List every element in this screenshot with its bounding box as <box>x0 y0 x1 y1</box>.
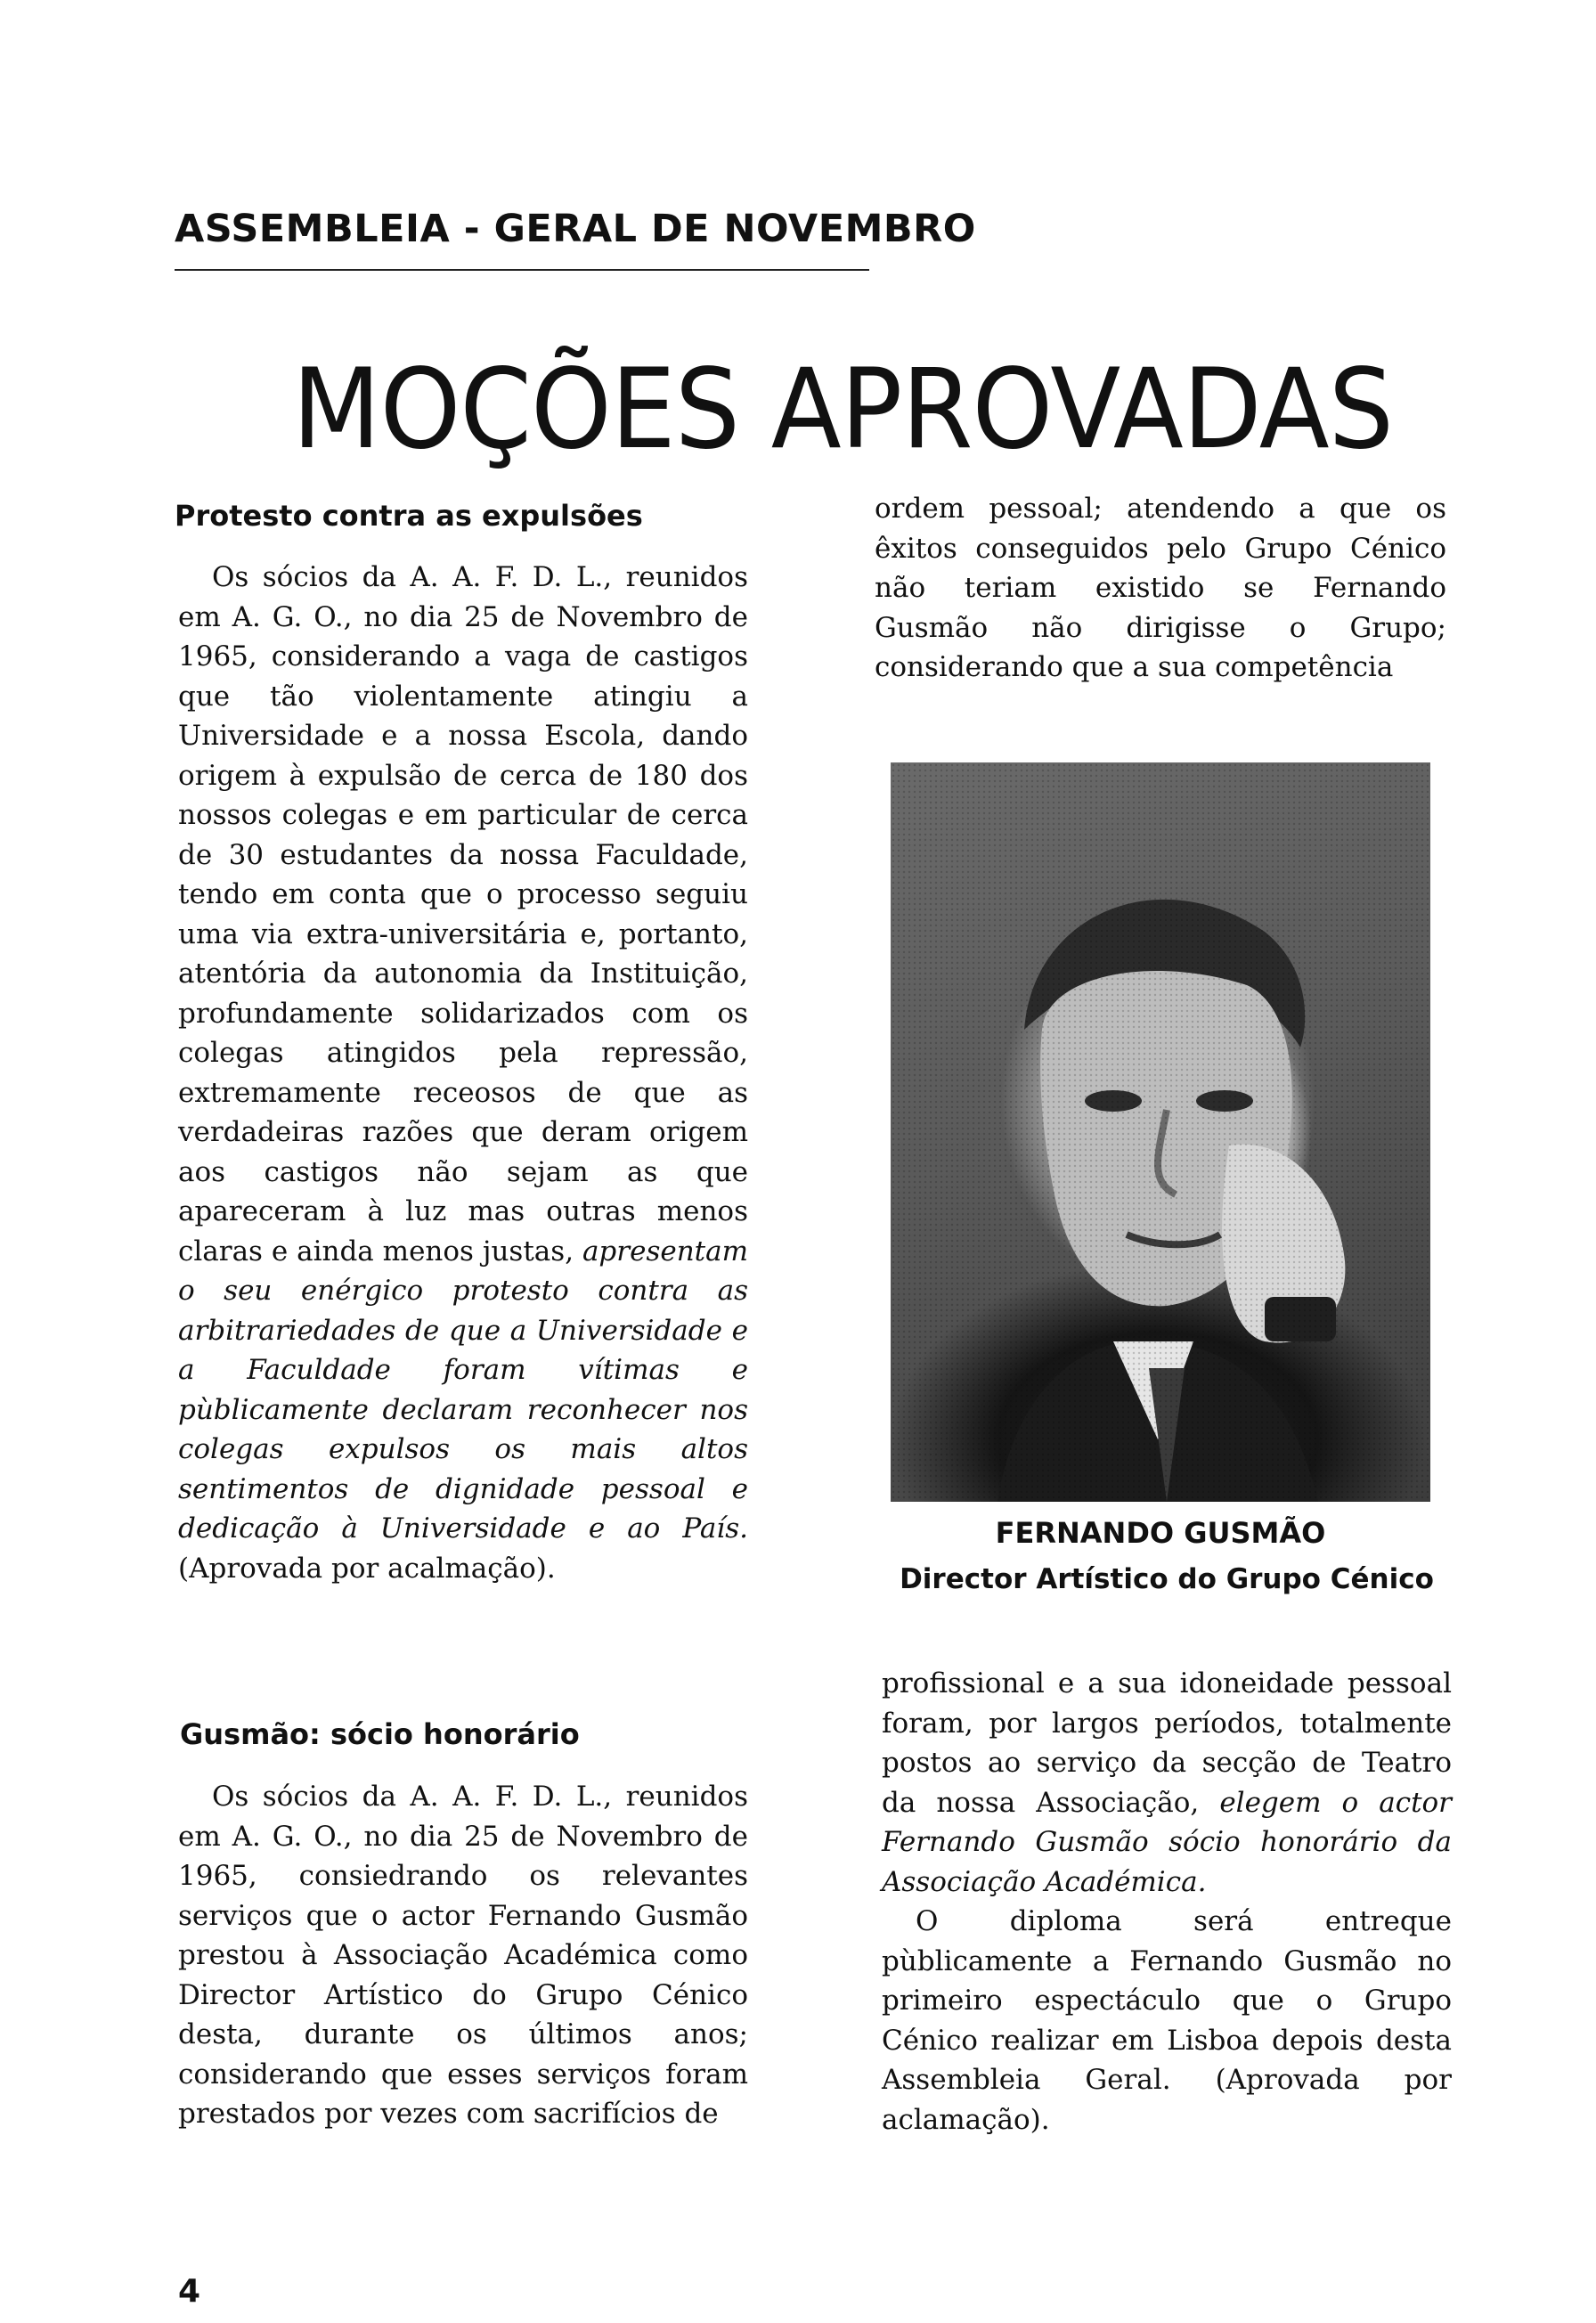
portrait-illustration <box>891 762 1430 1502</box>
page-number: 4 <box>178 2273 201 2310</box>
article1-text-end: (Aprovada por acalmação). <box>178 1552 556 1585</box>
section-heading: ASSEMBLEIA - GERAL DE NOVEMBRO <box>175 207 976 251</box>
article2-heading: Gusmão: sócio honorário <box>180 1717 580 1751</box>
article2-body-col2-top <box>875 489 1446 688</box>
photo-caption-role: Director Artístico do Grupo Cénico <box>900 1563 1434 1595</box>
article1-body <box>178 558 748 1588</box>
article2-text-col1: Os sócios da A. A. F. D. L., reunidos em A. G. O., no dia 25 de Novembro de 1965, consiedrando os relevantes serviços que o actor Fernando Gusmão prestou à Associação Académica como Director Artístico do Grupo Cénico desta, durante os últimos anos; considerando que esses serviços foram prestados por vezes com sacrifícios de <box>178 1781 748 2130</box>
section-rule <box>175 269 869 271</box>
page-title: MOÇÕES APROVADAS <box>292 346 1393 474</box>
article2-text-col2-bottom: profissional e a sua idoneidade pessoal foram, por largos períodos, totalmente postos ao serviço da secção de Teatro da nossa Associação, <box>882 1667 1452 1819</box>
article1-heading: Protesto contra as expulsões <box>175 499 643 533</box>
photo-caption-name: FERNANDO GUSMÃO <box>995 1516 1326 1550</box>
article2-diploma-text: O diploma será entreque pùblicamente a Fernando Gusmão no primeiro espectáculo que o Grupo Cénico realizar em Lisboa depois desta Assembleia Geral. (Aprovada por aclamação). <box>882 1905 1452 2136</box>
portrait-photo <box>891 762 1430 1502</box>
article2-body-col1 <box>178 1777 748 2134</box>
article1-text: Os sócios da A. A. F. D. L., reunidos em A. G. O., no dia 25 de Novembro de 1965, considerando a vaga de castigos que tão violentamente atingiu a Universidade e a nossa Escola, dando origem à expulsão de cerca de 180 dos nossos colegas e em particular de cerca de 30 estudantes da nossa Faculdade, tendo em conta que o processo seguiu uma via extra-universitária e, portanto, atentória da autonomia da Instituição, profundamente solidarizados com os colegas atingidos pela repressão, extremamente receosos de que as verdadeiras razões que deram origem aos castigos não sejam as que apareceram à luz mas outras menos claras e ainda menos justas, <box>178 561 748 1267</box>
article2-text-col2-top: ordem pessoal; atendendo a que os êxitos conseguidos pelo Grupo Cénico não teriam existido se Fernando Gusmão não dirigisse o Grupo; considerando que a sua competência <box>875 493 1446 683</box>
article2-text-col2-italic: elegem o actor Fernando Gusmão sócio honorário da Associação Académica. <box>882 1786 1453 1898</box>
article2-body-col2-bottom <box>882 1664 1452 2140</box>
article1-text-italic: apresentam o seu enérgico protesto contra as arbitrariedades de que a Universidade e a Faculdade foram vítimas e pùblicamente declaram reconhecer nos colegas expulsos os mais altos sentimentos de dignidade pessoal e dedicação à Universidade e ao País. <box>178 1235 748 1545</box>
